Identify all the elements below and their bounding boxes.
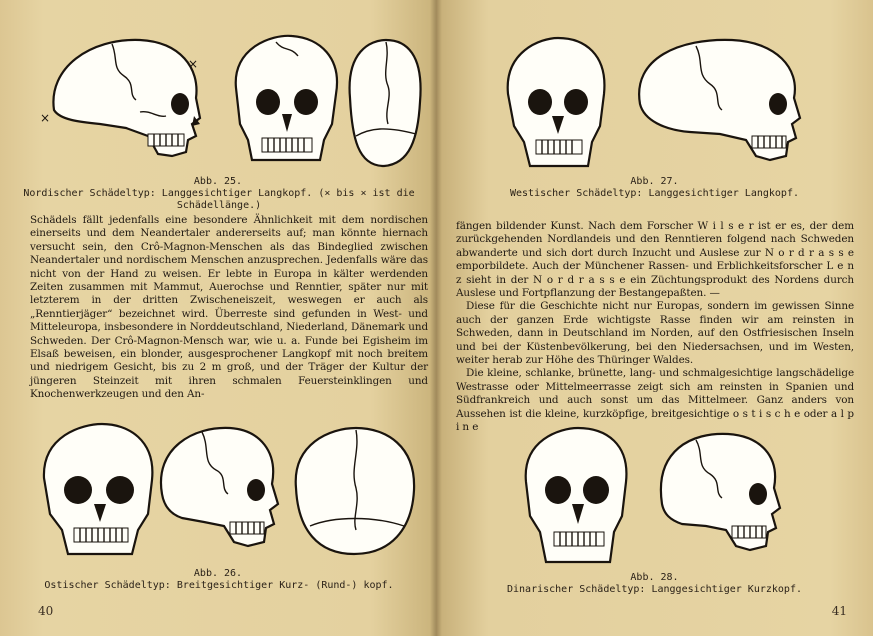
figure-26-illustration bbox=[34, 418, 424, 564]
right-body-text bbox=[456, 220, 854, 435]
right-paragraph-1: fängen bildender Kunst. Nach dem Forscher W i l s e r ist er es, der dem zurückgehenden Nordlandeis und den Renntieren folgend nach Schweden abwanderte und sich dort durch Inzucht und Auslese zur N o r d r a s s e emporbildete. Auch der Münchener Rassen- und Erblichkeitsforscher L e n z sieht in der N o r d r a s s e ein Züchtungsprodukt des Nordens durch Auslese und Fortpflanzung der Bestangepaßten. — bbox=[456, 220, 854, 300]
dinaric-skull-front bbox=[526, 428, 627, 562]
west-skull-profile bbox=[639, 40, 800, 160]
right-paragraph-3: Die kleine, schlanke, brünette, lang- und schmalgesichtige langschädelige Westrasse oder Mittelmeerrasse zeigt sich am reinsten in Spanien und Südfrankreich und auch sonst um das Mittelmeer. Ganz anders von Aussehen ist die kleine, kurzköpfige, breitgesichtige o s t i s c h e oder a l p i n e bbox=[456, 367, 854, 434]
figure-27-caption: Westischer Schädeltyp: Langgesichtiger Langkopf. bbox=[510, 188, 799, 199]
east-skull-front bbox=[44, 424, 152, 554]
svg-text:×: × bbox=[40, 111, 51, 125]
left-paragraph-1: Schädels fällt jedenfalls eine besondere Ähnlichkeit mit dem nordischen einerseits und dem Neandertaler andererseits auf; man könnte hiernach versucht sein, den Crô-Magnon-Menschen als das Bindeglied zwischen Neandertaler und nordischem Menschen anzusprechen. Jedenfalls wäre das nicht von der Hand zu weisen. Er lebte in Europa in kälter werdenden Zeiten zusammen mit Mammut, Auerochse und Renntier, später nur mit letzterem in der dritten Zwischeneiszeit, weswegen er auch als „Renntierjäger“ bezeichnet wird. Überreste sind gefunden in West- und Mitteleuropa, insbesondere in Norddeutschland, Niederland, Dänemark und Schweden. Der Crô-Magnon-Mensch war, wie u. a. Funde bei Egisheim im Elsaß beweisen, ein blonder, ausgesprochener Langkopf mit noch breitem und niedrigem Gesicht, bis zu 2 m groß, und der Träger der Kultur der jüngeren Steinzeit mit ihren schmalen Feuersteinklingen und Knochenwerkzeugen und den An- bbox=[30, 214, 428, 401]
nordic-skull-profile bbox=[40, 40, 200, 156]
page-number-left: 40 bbox=[38, 604, 54, 618]
book-gutter bbox=[430, 0, 442, 636]
west-skull-front bbox=[508, 38, 605, 166]
dinaric-skull-profile bbox=[661, 434, 780, 550]
page-number-right: 41 bbox=[831, 604, 847, 618]
figure-27-illustration bbox=[500, 34, 840, 172]
left-body-text bbox=[30, 214, 428, 402]
east-skull-top bbox=[296, 428, 414, 554]
right-page bbox=[436, 0, 873, 636]
left-page bbox=[0, 0, 436, 636]
figure-25-number: Abb. 25. bbox=[193, 176, 243, 187]
nordic-skull-front bbox=[236, 36, 337, 160]
figure-28-illustration bbox=[516, 424, 836, 570]
figure-27-number: Abb. 27. bbox=[630, 176, 679, 187]
figure-25-illustration bbox=[40, 28, 430, 176]
figure-25-caption: Nordischer Schädeltyp: Langgesichtiger Langkopf. (× bis × ist die Schädellänge.) bbox=[23, 188, 415, 211]
figure-28-number: Abb. 28. bbox=[630, 572, 679, 583]
figure-26-number: Abb. 26. bbox=[193, 568, 243, 579]
svg-text:×: × bbox=[188, 57, 199, 71]
figure-28-caption: Dinarischer Schädeltyp: Langgesichtiger Kurzkopf. bbox=[506, 584, 802, 595]
figure-26-caption: Ostischer Schädeltyp: Breitgesichtiger Kurz- (Rund-) kopf. bbox=[44, 580, 394, 591]
east-skull-profile bbox=[161, 428, 278, 546]
nordic-skull-top bbox=[350, 40, 421, 166]
right-paragraph-2: Diese für die Geschichte nicht nur Europas, sondern im gewissen Sinne auch der ganzen Erde wichtigste Rasse finden wir am reinsten in Schweden, dann in Deutschland im Norden, auf den Ostfriesischen Inseln und bei der Küstenbevölkerung, bei den Niedersachsen, und im Westen, weiter herab zur Höhe des Thüringer Waldes. bbox=[456, 300, 854, 367]
